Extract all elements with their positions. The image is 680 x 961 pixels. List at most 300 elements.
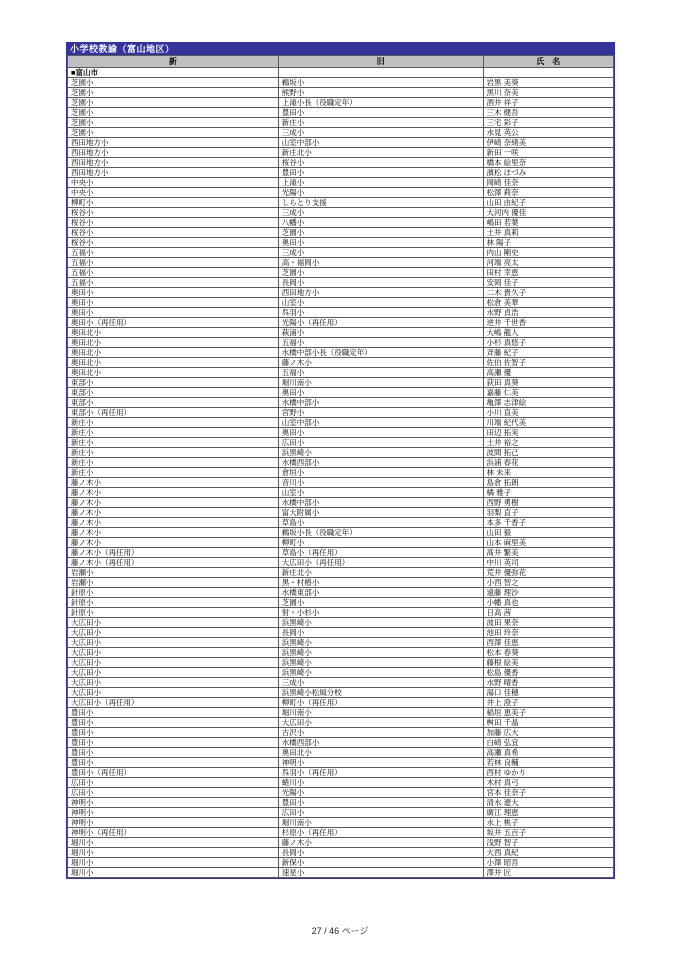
cell-new-school: 神明小	[68, 818, 279, 828]
cell-old-school: 大広田小	[278, 718, 483, 728]
cell-teacher-name: 湯口 佳穂	[483, 688, 614, 698]
table-row	[68, 328, 614, 338]
cell-teacher-name: 土井 裕之	[483, 438, 614, 448]
table-row	[68, 448, 614, 458]
table-row	[68, 258, 614, 268]
cell-new-school: 東部小	[68, 378, 279, 388]
cell-teacher-name: 林 陽子	[483, 238, 614, 248]
cell-old-school: 五福小	[278, 368, 483, 378]
table-row	[68, 518, 614, 528]
table-row	[68, 658, 614, 668]
cell-new-school: 広田小	[68, 778, 279, 788]
table-row	[68, 738, 614, 748]
cell-new-school: 中央小	[68, 188, 279, 198]
cell-teacher-name: 安岡 佳子	[483, 278, 614, 288]
cell-old-school: 八幡小	[278, 218, 483, 228]
table-row	[68, 778, 614, 788]
cell-new-school: 藤ノ木小	[68, 498, 279, 508]
cell-teacher-name: 内山 剛史	[483, 248, 614, 258]
cell-new-school: 芝園小	[68, 118, 279, 128]
cell-new-school: 堀川小	[68, 848, 279, 858]
cell-new-school: 新庄小	[68, 468, 279, 478]
cell-teacher-name: 黒川 奈美	[483, 88, 614, 98]
cell-new-school: 西田地方小	[68, 138, 279, 148]
cell-old-school: 奥田北小	[278, 748, 483, 758]
cell-old-school: 長岡小	[278, 628, 483, 638]
cell-old-school: 神明小	[278, 758, 483, 768]
table-row	[68, 98, 614, 108]
cell-teacher-name: 高瀬 真希	[483, 748, 614, 758]
cell-teacher-name: 大河内 優佳	[483, 208, 614, 218]
table-row	[68, 408, 614, 418]
cell-old-school: 速星小	[278, 868, 483, 878]
cell-teacher-name: 波田 果奈	[483, 618, 614, 628]
table-row	[68, 298, 614, 308]
cell-old-school: 豊田小	[278, 798, 483, 808]
table-row	[68, 208, 614, 218]
table-row	[68, 638, 614, 648]
table-row	[68, 858, 614, 868]
cell-old-school: 射・小杉小	[278, 608, 483, 618]
table-row	[68, 168, 614, 178]
cell-old-school: 水橋西部小	[278, 458, 483, 468]
cell-teacher-name: 松澤 莉奈	[483, 188, 614, 198]
cell-teacher-name: 澤井 匠	[483, 868, 614, 878]
cell-teacher-name: 川端 紀代美	[483, 418, 614, 428]
cell-teacher-name: 岩黒 美葵	[483, 78, 614, 88]
cell-teacher-name: 木村 真弓	[483, 778, 614, 788]
cell-new-school: 中央小	[68, 178, 279, 188]
cell-new-school: 大広田小	[68, 648, 279, 658]
table-row	[68, 388, 614, 398]
cell-old-school: 古沢小	[278, 728, 483, 738]
cell-new-school: 桜谷小	[68, 238, 279, 248]
table-row	[68, 788, 614, 798]
table-row	[68, 428, 614, 438]
cell-old-school: 浜黒崎小	[278, 658, 483, 668]
cell-old-school: 鵜坂小	[278, 78, 483, 88]
cell-teacher-name: 日高 茜	[483, 608, 614, 618]
cell-old-school: 堀川南小	[278, 378, 483, 388]
cell-teacher-name: 羽梨 直子	[483, 508, 614, 518]
table-row	[68, 818, 614, 828]
cell-old-school: 宮野小	[278, 408, 483, 418]
cell-new-school: 芝園小	[68, 128, 279, 138]
cell-teacher-name: 濱松 ほづみ	[483, 168, 614, 178]
cell-new-school: 藤ノ木小	[68, 478, 279, 488]
section-label: ■富山市	[68, 68, 279, 78]
cell-old-school: 豊田小	[278, 168, 483, 178]
cell-new-school: 大広田小	[68, 678, 279, 688]
table-row	[68, 698, 614, 708]
cell-new-school: 五福小	[68, 258, 279, 268]
column-header-new: 新	[68, 56, 279, 68]
page-number: 27 / 46 ページ	[311, 926, 369, 936]
cell-old-school: 上滝小	[278, 178, 483, 188]
cell-teacher-name: 三宅 彩子	[483, 118, 614, 128]
cell-teacher-name: 酒井 祥子	[483, 98, 614, 108]
cell-teacher-name: 大西 真紀	[483, 848, 614, 858]
section-row-toyama-city	[68, 68, 614, 78]
cell-old-school: 山室中部小	[278, 418, 483, 428]
cell-new-school: 西田地方小	[68, 148, 279, 158]
cell-old-school: 西田地方小	[278, 288, 483, 298]
cell-teacher-name: 西野 勇樹	[483, 498, 614, 508]
cell-old-school: 新庄北小	[278, 568, 483, 578]
table-row	[68, 378, 614, 388]
cell-old-school: 新庄北小	[278, 148, 483, 158]
cell-old-school: 光陽小（再任用）	[278, 318, 483, 328]
cell-teacher-name: 橘 雅子	[483, 488, 614, 498]
cell-old-school: 熊野小	[278, 88, 483, 98]
table-row	[68, 158, 614, 168]
cell-teacher-name: 本多 千香子	[483, 518, 614, 528]
cell-new-school: 大広田小	[68, 658, 279, 668]
cell-old-school: 蜷川小	[278, 778, 483, 788]
cell-new-school: 豊田小	[68, 738, 279, 748]
cell-old-school: 呉羽小	[278, 308, 483, 318]
cell-old-school: 浜黒崎小松風分校	[278, 688, 483, 698]
cell-new-school: 新庄小	[68, 448, 279, 458]
cell-old-school: 柳町小（再任用）	[278, 698, 483, 708]
table-row	[68, 708, 614, 718]
cell-teacher-name: 小川 直美	[483, 408, 614, 418]
table-row	[68, 798, 614, 808]
cell-old-school: 広田小	[278, 808, 483, 818]
cell-teacher-name: 山田 毅	[483, 528, 614, 538]
table-row	[68, 358, 614, 368]
cell-new-school: 奥田北小	[68, 338, 279, 348]
cell-new-school: 桜谷小	[68, 228, 279, 238]
table-row	[68, 808, 614, 818]
table-row	[68, 218, 614, 228]
cell-old-school: 草島小（再任用）	[278, 548, 483, 558]
table-row	[68, 228, 614, 238]
table-row	[68, 288, 614, 298]
cell-new-school: 針原小	[68, 588, 279, 598]
table-row	[68, 398, 614, 408]
cell-new-school: 藤ノ木小（再任用）	[68, 548, 279, 558]
cell-old-school: 芝園小	[278, 268, 483, 278]
table-row	[68, 188, 614, 198]
cell-new-school: 大広田小（再任用）	[68, 698, 279, 708]
table-row	[68, 768, 614, 778]
cell-old-school: 高・福岡小	[278, 258, 483, 268]
cell-teacher-name: 廣江 理恵	[483, 808, 614, 818]
cell-new-school: 奥田北小	[68, 358, 279, 368]
cell-teacher-name: 三木 健吾	[483, 108, 614, 118]
cell-old-school: 浜黒崎小	[278, 648, 483, 658]
cell-old-school: 奥田小	[278, 388, 483, 398]
cell-new-school: 藤ノ木小	[68, 538, 279, 548]
transfer-table	[67, 55, 614, 878]
cell-new-school: 東部小（再任用）	[68, 408, 279, 418]
cell-old-school: 萩浦小	[278, 328, 483, 338]
cell-new-school: 豊田小	[68, 758, 279, 768]
cell-new-school: 堀川小	[68, 868, 279, 878]
table-row	[68, 478, 614, 488]
table-row	[68, 748, 614, 758]
cell-old-school: 鵜坂小長（役職定年）	[278, 528, 483, 538]
cell-old-school: 藤ノ木小	[278, 358, 483, 368]
cell-old-school: 光陽小	[278, 188, 483, 198]
table-row	[68, 338, 614, 348]
empty-cell	[278, 68, 483, 78]
table-row	[68, 198, 614, 208]
cell-teacher-name: 土井 真莉	[483, 228, 614, 238]
cell-teacher-name: 田辺 拓実	[483, 428, 614, 438]
cell-teacher-name: 白崎 弘宜	[483, 738, 614, 748]
cell-old-school: 新保小	[278, 858, 483, 868]
cell-old-school: 上滝小長（役職定年）	[278, 98, 483, 108]
cell-new-school: 針原小	[68, 598, 279, 608]
cell-teacher-name: 佐伯 佐智子	[483, 358, 614, 368]
cell-new-school: 堀川小	[68, 838, 279, 848]
table-row	[68, 268, 614, 278]
cell-new-school: 神明小	[68, 798, 279, 808]
cell-teacher-name: 嶋田 若葉	[483, 218, 614, 228]
table-row	[68, 578, 614, 588]
cell-old-school: 藤ノ木小	[278, 838, 483, 848]
table-row	[68, 668, 614, 678]
table-row	[68, 118, 614, 128]
cell-new-school: 桜谷小	[68, 218, 279, 228]
table-row	[68, 868, 614, 878]
cell-old-school: 長岡小	[278, 848, 483, 858]
cell-old-school: 音川小	[278, 478, 483, 488]
cell-new-school: 広田小	[68, 788, 279, 798]
cell-new-school: 堀川小	[68, 858, 279, 868]
table-row	[68, 308, 614, 318]
cell-new-school: 奥田北小	[68, 348, 279, 358]
table-row	[68, 678, 614, 688]
cell-old-school: 広田小	[278, 438, 483, 448]
cell-new-school: 柳町小	[68, 198, 279, 208]
table-row	[68, 88, 614, 98]
table-row	[68, 608, 614, 618]
cell-teacher-name: 新田 一咲	[483, 148, 614, 158]
table-row	[68, 278, 614, 288]
cell-teacher-name: 松倉 美華	[483, 298, 614, 308]
cell-new-school: 奥田小	[68, 308, 279, 318]
table-row	[68, 178, 614, 188]
cell-teacher-name: 山本 麻里美	[483, 538, 614, 548]
table-row	[68, 138, 614, 148]
table-row	[68, 418, 614, 428]
table-row	[68, 838, 614, 848]
table-row	[68, 558, 614, 568]
cell-old-school: 草島小	[278, 518, 483, 528]
table-row	[68, 568, 614, 578]
cell-new-school: 奥田北小	[68, 368, 279, 378]
cell-new-school: 藤ノ木小	[68, 528, 279, 538]
cell-teacher-name: 桝田 千晶	[483, 718, 614, 728]
cell-old-school: 水橋中部小	[278, 498, 483, 508]
cell-old-school: 水橋中部小長（役職定年）	[278, 348, 483, 358]
cell-old-school: 倉垣小	[278, 468, 483, 478]
cell-teacher-name: 清水 遼大	[483, 798, 614, 808]
table-row	[68, 458, 614, 468]
cell-teacher-name: 松本 春葵	[483, 648, 614, 658]
cell-teacher-name: 若林 良輔	[483, 758, 614, 768]
cell-new-school: 芝園小	[68, 78, 279, 88]
cell-teacher-name: 波間 拓己	[483, 448, 614, 458]
table-row	[68, 248, 614, 258]
cell-teacher-name: 水見 英公	[483, 128, 614, 138]
table-row	[68, 348, 614, 358]
cell-teacher-name: 池田 玲奈	[483, 628, 614, 638]
cell-old-school: 堀川南小	[278, 708, 483, 718]
cell-teacher-name: 松島 優香	[483, 668, 614, 678]
cell-new-school: 東部小	[68, 388, 279, 398]
cell-old-school: 桜谷小	[278, 158, 483, 168]
cell-old-school: 山室小	[278, 488, 483, 498]
table-header-row	[68, 56, 614, 68]
cell-new-school: 新庄小	[68, 418, 279, 428]
cell-old-school: 三成小	[278, 208, 483, 218]
cell-old-school: 浜黒崎小	[278, 618, 483, 628]
cell-teacher-name: 遠藤 理沙	[483, 588, 614, 598]
table-row	[68, 498, 614, 508]
table-body	[68, 68, 614, 878]
cell-old-school: 水橋東部小	[278, 588, 483, 598]
cell-teacher-name: 岡崎 佳奈	[483, 178, 614, 188]
cell-new-school: 奥田小	[68, 298, 279, 308]
cell-old-school: 豊田小	[278, 108, 483, 118]
cell-new-school: 藤ノ木小	[68, 488, 279, 498]
cell-new-school: 大広田小	[68, 638, 279, 648]
table-row	[68, 828, 614, 838]
table-row	[68, 538, 614, 548]
cell-new-school: 西田地方小	[68, 158, 279, 168]
cell-new-school: 藤ノ木小	[68, 518, 279, 528]
table-row	[68, 468, 614, 478]
cell-new-school: 五福小	[68, 268, 279, 278]
cell-new-school: 岩瀬小	[68, 568, 279, 578]
cell-new-school: 桜谷小	[68, 208, 279, 218]
cell-new-school: 芝園小	[68, 98, 279, 108]
cell-old-school: 呉羽小（再任用）	[278, 768, 483, 778]
cell-old-school: 山室小	[278, 298, 483, 308]
cell-teacher-name: 加藤 広大	[483, 728, 614, 738]
table-row	[68, 438, 614, 448]
cell-old-school: 柳町小	[278, 538, 483, 548]
cell-new-school: 豊田小（再任用）	[68, 768, 279, 778]
cell-teacher-name: 宮本 佳奈子	[483, 788, 614, 798]
cell-teacher-name: 斉藤 紀子	[483, 348, 614, 358]
cell-teacher-name: 小西 智之	[483, 578, 614, 588]
cell-old-school: 水橋西部小	[278, 738, 483, 748]
cell-new-school: 大広田小	[68, 628, 279, 638]
cell-old-school: 山室中部小	[278, 138, 483, 148]
cell-teacher-name: 橋本 絵里奈	[483, 158, 614, 168]
cell-new-school: 芝園小	[68, 108, 279, 118]
cell-old-school: 浜黒崎小	[278, 638, 483, 648]
cell-old-school: しらとり支援	[278, 198, 483, 208]
cell-old-school: 富大附属小	[278, 508, 483, 518]
table-row	[68, 528, 614, 538]
cell-new-school: 西田地方小	[68, 168, 279, 178]
cell-old-school: 三成小	[278, 128, 483, 138]
cell-new-school: 豊田小	[68, 748, 279, 758]
cell-teacher-name: 河端 亮太	[483, 258, 614, 268]
table-row	[68, 148, 614, 158]
table-row	[68, 758, 614, 768]
cell-old-school: 長岡小	[278, 278, 483, 288]
cell-new-school: 奥田小	[68, 288, 279, 298]
cell-teacher-name: 中川 英司	[483, 558, 614, 568]
table-row	[68, 728, 614, 738]
cell-new-school: 新庄小	[68, 458, 279, 468]
cell-teacher-name: 西村 ゆかり	[483, 768, 614, 778]
column-header-name: 氏 名	[483, 56, 614, 68]
table-row	[68, 238, 614, 248]
cell-old-school: 浜黒崎小	[278, 668, 483, 678]
cell-teacher-name: 浜浦 春花	[483, 458, 614, 468]
cell-teacher-name: 水野 晴香	[483, 678, 614, 688]
cell-new-school: 奥田北小	[68, 328, 279, 338]
cell-teacher-name: 高瀬 優	[483, 368, 614, 378]
table-row	[68, 318, 614, 328]
cell-new-school: 神明小（再任用）	[68, 828, 279, 838]
cell-new-school: 豊田小	[68, 728, 279, 738]
table-row	[68, 618, 614, 628]
cell-teacher-name: 二木 貴久子	[483, 288, 614, 298]
cell-teacher-name: 亀澤 志津絵	[483, 398, 614, 408]
cell-new-school: 新庄小	[68, 438, 279, 448]
cell-old-school: 大広田小（再任用）	[278, 558, 483, 568]
table-row	[68, 78, 614, 88]
table-row	[68, 548, 614, 558]
table-row	[68, 108, 614, 118]
cell-teacher-name: 坂井 五百子	[483, 828, 614, 838]
cell-teacher-name: 髙井 繁美	[483, 548, 614, 558]
table-row	[68, 508, 614, 518]
cell-teacher-name: 嘉藤 仁美	[483, 388, 614, 398]
cell-new-school: 芝園小	[68, 88, 279, 98]
table-row	[68, 368, 614, 378]
cell-old-school: 芝園小	[278, 228, 483, 238]
cell-teacher-name: 小澤 昭吾	[483, 858, 614, 868]
cell-teacher-name: 井上 澄子	[483, 698, 614, 708]
table-row	[68, 648, 614, 658]
cell-teacher-name: 西澤 佳恵	[483, 638, 614, 648]
cell-old-school: 杉原小（再任用）	[278, 828, 483, 838]
table-row	[68, 848, 614, 858]
cell-old-school: 五福小	[278, 338, 483, 348]
table-row	[68, 688, 614, 698]
cell-teacher-name: 荻田 真葵	[483, 378, 614, 388]
cell-old-school: 堀川南小	[278, 818, 483, 828]
cell-teacher-name: 逆井 千世香	[483, 318, 614, 328]
cell-new-school: 藤ノ木小	[68, 508, 279, 518]
cell-new-school: 五福小	[68, 248, 279, 258]
table-row	[68, 488, 614, 498]
transfer-table-container	[66, 42, 615, 879]
cell-new-school: 奥田小（再任用）	[68, 318, 279, 328]
cell-teacher-name: 稲垣 恵美子	[483, 708, 614, 718]
cell-new-school: 藤ノ木小（再任用）	[68, 558, 279, 568]
table-title-bar: 小学校教諭（富山地区）	[67, 43, 614, 55]
cell-old-school: 三成小	[278, 248, 483, 258]
cell-teacher-name: 荒井 優弥花	[483, 568, 614, 578]
cell-old-school: 芝園小	[278, 598, 483, 608]
cell-new-school: 東部小	[68, 398, 279, 408]
cell-old-school: 奥田小	[278, 238, 483, 248]
cell-teacher-name: 林 未来	[483, 468, 614, 478]
cell-teacher-name: 水野 貞浩	[483, 308, 614, 318]
table-row	[68, 718, 614, 728]
